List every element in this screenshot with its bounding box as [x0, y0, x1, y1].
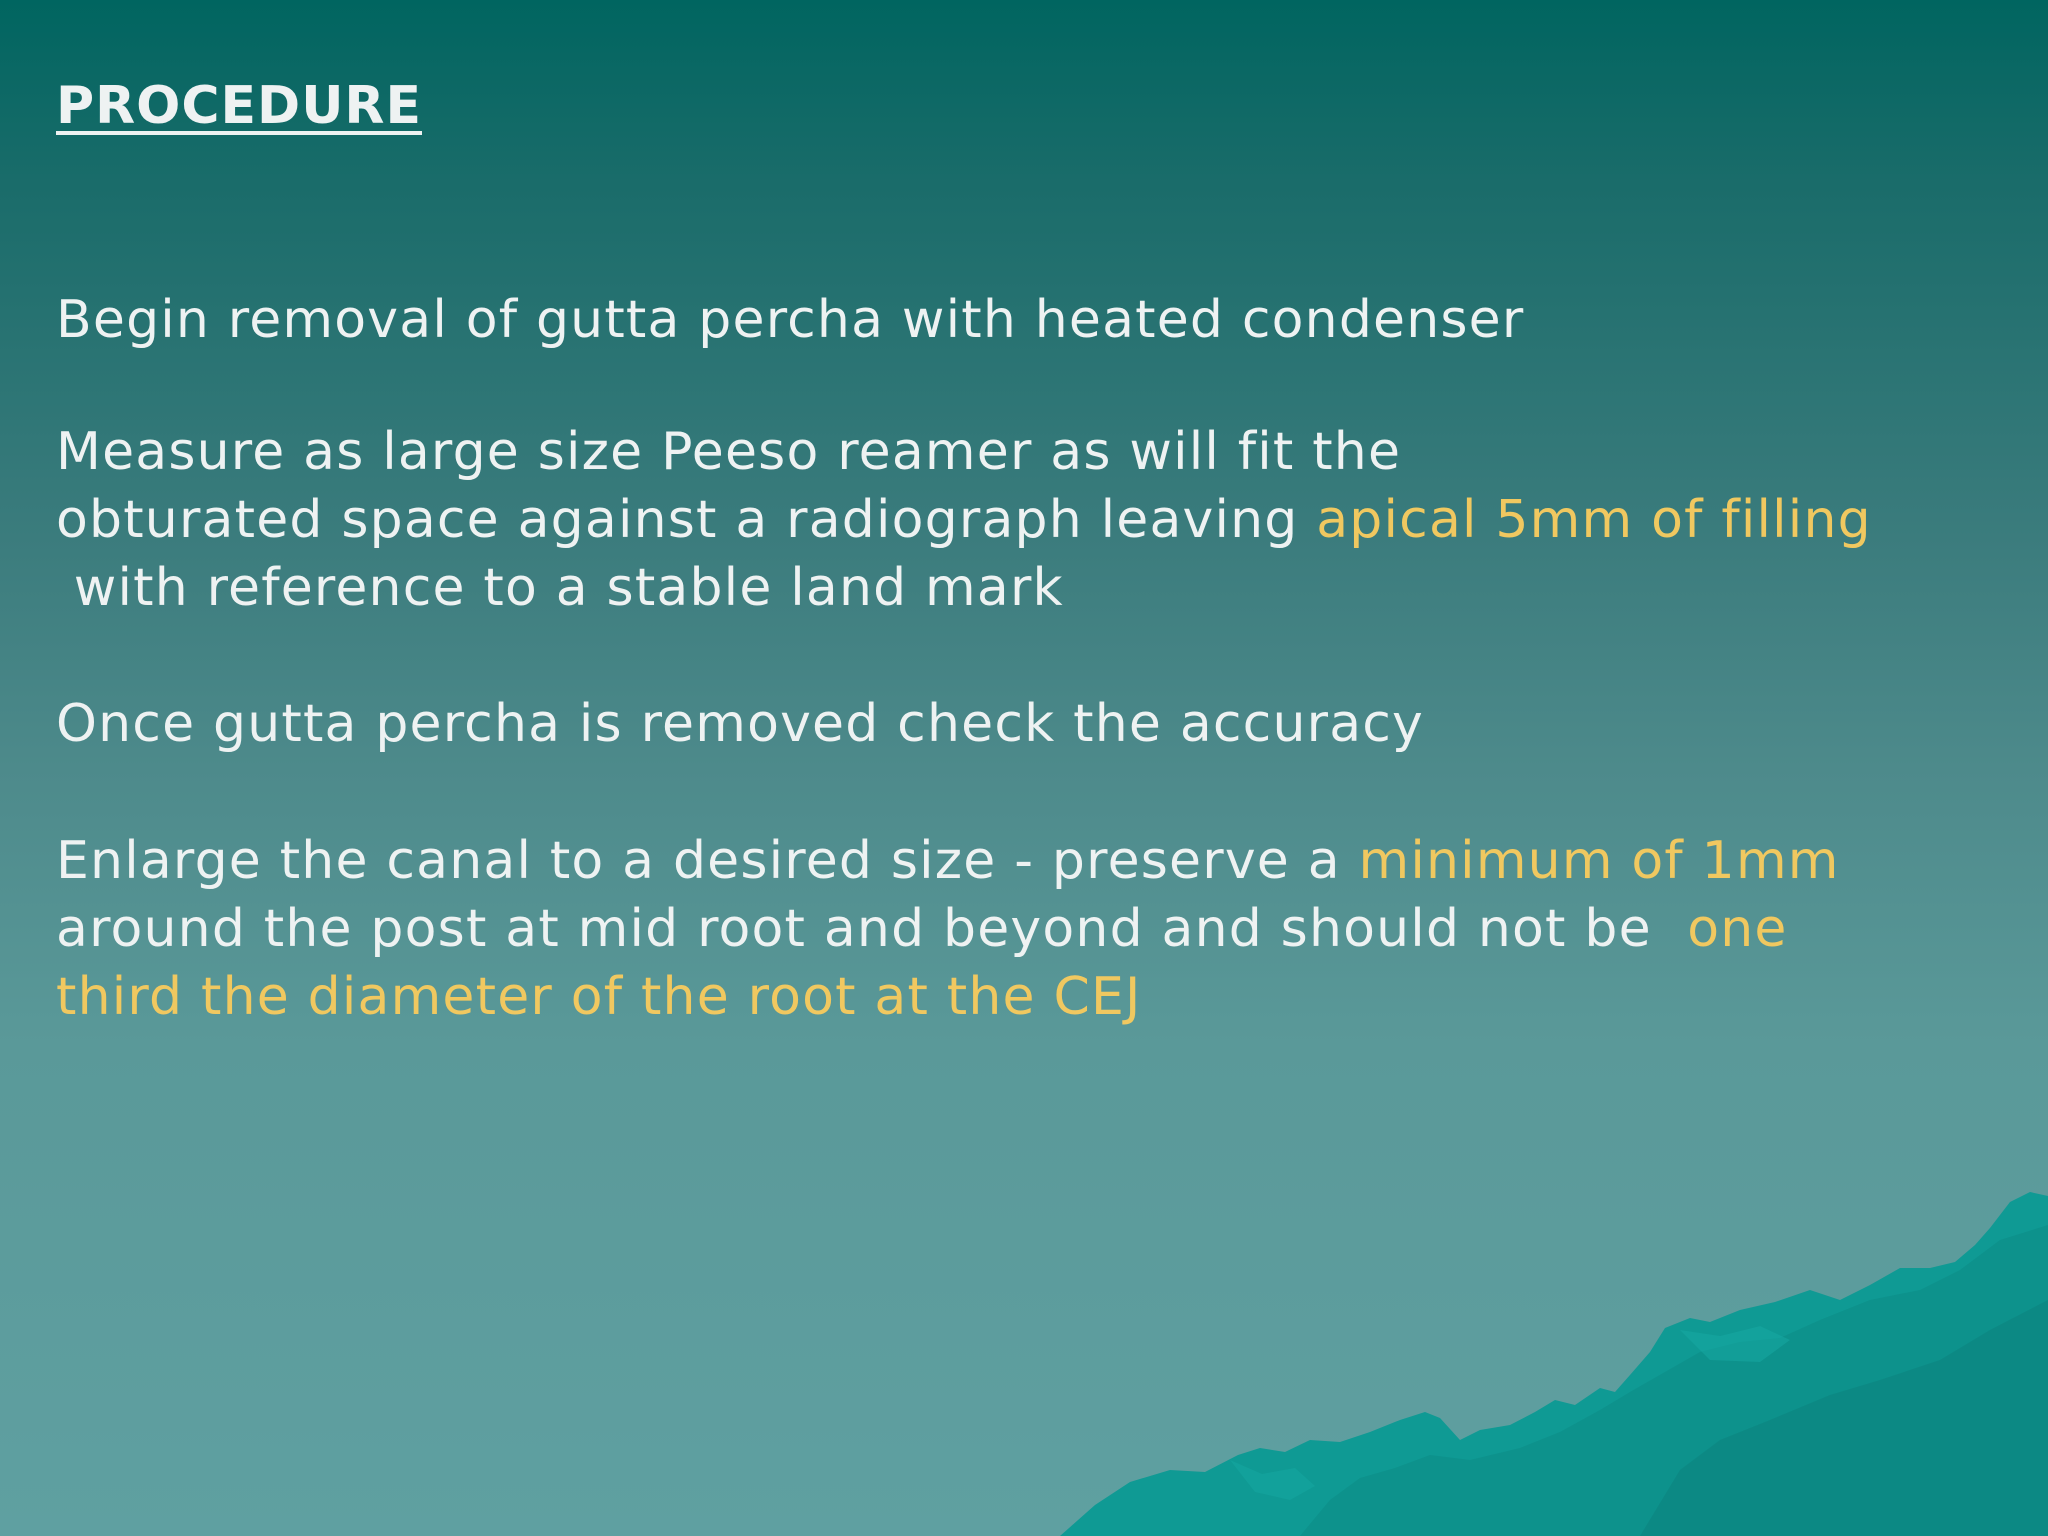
step-line [56, 895, 1840, 963]
highlighted-text: apical 5mm of filling [1316, 490, 1872, 550]
step-line [56, 690, 1424, 758]
step-text: Enlarge the canal to a desired size - preserve a [56, 831, 1359, 891]
slide-title: PROCEDURE [56, 76, 422, 136]
step-text: with reference to a stable land mark [56, 558, 1064, 618]
step-line [56, 827, 1840, 895]
step-text: around the post at mid root and beyond and should not be [56, 899, 1688, 959]
step-line [56, 486, 1872, 554]
step-begin-removal [56, 286, 1524, 354]
step-text: Once gutta percha is removed check the accuracy [56, 694, 1425, 754]
step-text: obturated space against a radiograph leaving [56, 490, 1317, 550]
step-line [56, 963, 1840, 1031]
highlighted-text: one [1687, 899, 1788, 959]
step-enlarge-canal [56, 827, 1840, 1031]
step-line [56, 418, 1872, 486]
step-measure-peeso-reamer [56, 418, 1872, 622]
step-text: Measure as large size Peeso reamer as will fit the [56, 422, 1402, 482]
step-line [56, 554, 1872, 622]
highlighted-text: third the diameter of the root at the CEJ [56, 967, 1142, 1027]
step-line [56, 286, 1524, 354]
step-text: Begin removal of gutta percha with heated condenser [56, 290, 1525, 350]
highlighted-text: minimum of 1mm [1358, 831, 1840, 891]
step-check-accuracy [56, 690, 1424, 758]
